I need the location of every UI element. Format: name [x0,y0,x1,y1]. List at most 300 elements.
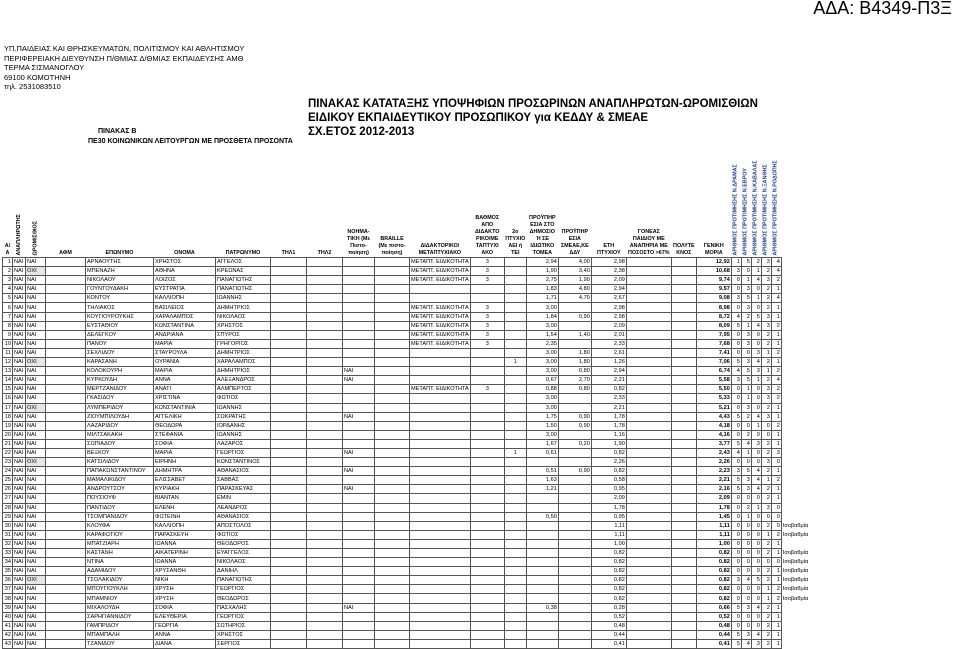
cell-tha1 [271,567,307,576]
cell-pref-rodopi: 1 [771,339,781,348]
cell-pref-evros: 1 [741,512,751,521]
cell-note [781,403,809,412]
cell-didaktoriko [410,294,471,303]
cell-goneas [626,485,671,494]
cell-eponymo: ΜΠΑΤΖΙΑΡΗ [86,539,154,548]
cell-proypiresia-dimosio [526,558,558,567]
cell-onoma: ΧΡΥΣΑΝΘΗ [154,567,216,576]
cell-afm [46,503,86,512]
cell-tha2 [307,530,343,539]
cell-braille [375,612,410,621]
cell-onoma: ΓΕΩΡΓΙΑ [154,621,216,630]
cell-goneas [626,639,671,648]
cell-tha1 [271,403,307,412]
cell-oromisthios: ΝΑΙ [26,348,46,357]
cell-note [781,321,809,330]
cell-noimatiki [343,439,375,448]
cell-goneas [626,494,671,503]
cell-proypiresia-dimosio [526,576,558,585]
cell-goneas [626,267,671,276]
cell-patronymo: ΙΩΑΝΝΗΣ [216,294,271,303]
cell-pref-rodopi: 4 [771,267,781,276]
cell-eponymo: ΜΙΧΑΛΟΥΔΗ [86,603,154,612]
cell-patronymo: ΑΘΑΝΑΣΙΟΣ [216,512,271,521]
cell-proypiresia-smeae: 0,80 [558,385,591,394]
cell-afm [46,303,86,312]
cell-note: Ισοβαθμία [782,559,809,566]
cell-aa: 4 [3,285,13,294]
cell-proypiresia-dimosio [526,585,558,594]
col-pref-kavala: ΑΡΙΘΜΟΣ ΠΡΟΤΙΜΗΣΗΣ Ν.ΚΑΒΑΛΑΣ [752,160,759,256]
cell-aa: 31 [3,530,13,539]
cell-pref-drama: 5 [731,321,741,330]
cell-tha1 [271,530,307,539]
cell-patronymo: ΑΛΕΞΑΝΔΡΟΣ [216,376,271,385]
cell-geniki-moria: 0,44 [696,630,731,639]
cell-ptyxio2 [504,385,526,394]
cell-braille [375,549,410,558]
cell-eponymo: ΜΑΜΑΛΙΚΙΔΟΥ [86,476,154,485]
cell-eponymo: ΣΑΡΗΓΙΑΝΝΙΔΟΥ [86,612,154,621]
cell-ptyxio2 [504,621,526,630]
cell-vathmos [470,348,504,357]
cell-proypiresia-dimosio: 3,00 [526,303,558,312]
cell-eponymo: ΣΕΧΛΙΔΟΥ [86,348,154,357]
cell-goneas [626,539,671,548]
cell-afm [46,539,86,548]
cell-pref-evros: 1 [741,448,751,457]
cell-braille [375,339,410,348]
cell-didaktoriko [410,348,471,357]
cell-pref-xanthi: 2 [761,494,771,503]
cell-vathmos [470,394,504,403]
cell-afm [46,576,86,585]
cell-pref-rodopi: 0 [771,558,781,567]
cell-pref-kavala: 2 [751,258,761,267]
col-noimatiki: ΝΟΗΜΑ-ΤΙΚΗ (Με Πιστο-ποίηση) [347,229,370,256]
cell-afm [46,639,86,648]
cell-tha1 [271,385,307,394]
cell-didaktoriko [410,412,471,421]
cell-noimatiki: ΝΑΙ [343,603,375,612]
cell-pref-evros: 1 [741,394,751,403]
cell-eponymo: ΜΙΛΤΣΑΚΑΚΗ [86,430,154,439]
cell-oromisthios: ΝΑΙ [26,494,46,503]
cell-anaplirotis: ΝΑΙ [13,621,26,630]
cell-onoma: ΣΟΦΙΑ [154,439,216,448]
cell-oromisthios: ΝΑΙ [26,285,46,294]
cell-ptyxio2 [504,276,526,285]
col-anaplirotis: ΑΝΑΠΛΗΡΩΤΗΣ [15,214,22,256]
cell-patronymo: ΓΕΩΡΓΙΟΣ [216,612,271,621]
cell-proypiresia-smeae [558,521,591,530]
cell-vathmos: 3 [470,303,504,312]
cell-eti-ptyxiou: 1,90 [591,439,626,448]
cell-eti-ptyxiou: 0,58 [591,476,626,485]
cell-tha2 [307,549,343,558]
cell-eti-ptyxiou: 0,82 [591,558,626,567]
table-row [3,312,810,321]
cell-proypiresia-dimosio [526,503,558,512]
cell-anaplirotis: ΝΑΙ [13,367,26,376]
cell-ptyxio2 [504,503,526,512]
cell-pref-drama: 0 [731,285,741,294]
cell-patronymo: ΣΩΤΗΡΙΟΣ [216,621,271,630]
cell-onoma: ΣΤΕΦΑΝΙΑ [154,430,216,439]
table-row [3,512,810,521]
cell-oromisthios: ΟΧΙ [26,403,46,412]
cell-polyteknos [671,321,696,330]
cell-polyteknos [671,421,696,430]
cell-geniki-moria: 8,09 [696,321,731,330]
cell-didaktoriko [410,621,471,630]
cell-anaplirotis: ΝΑΙ [13,530,26,539]
cell-tha2 [307,576,343,585]
cell-vathmos [470,594,504,603]
cell-polyteknos [671,476,696,485]
cell-patronymo: ΠΑΣΧΑΛΗΣ [216,603,271,612]
cell-oromisthios: ΟΧΙ [26,458,46,467]
cell-note [781,621,809,630]
cell-pref-xanthi: 1 [761,594,771,603]
cell-afm [46,467,86,476]
cell-oromisthios: ΝΑΙ [26,294,46,303]
cell-proypiresia-dimosio [526,530,558,539]
cell-aa: 35 [3,567,13,576]
cell-note [781,285,809,294]
cell-pref-evros: 3 [741,303,751,312]
cell-proypiresia-dimosio: 3,00 [526,358,558,367]
cell-patronymo: ΧΡΗΣΤΟΣ [216,321,271,330]
cell-afm [46,403,86,412]
cell-proypiresia-smeae: 0,80 [558,367,591,376]
cell-anaplirotis: ΝΑΙ [13,521,26,530]
cell-pref-evros: 3 [741,358,751,367]
cell-tha2 [307,621,343,630]
cell-onoma: ΝΙΚΗ [154,576,216,585]
cell-proypiresia-dimosio: 3,00 [526,367,558,376]
cell-eti-ptyxiou: 2,09 [591,321,626,330]
cell-pref-kavala: 4 [751,603,761,612]
cell-pref-xanthi: 1 [761,348,771,357]
table-row [3,585,810,594]
col-didaktoriko: ΔΙΔΑΚΤΟΡΙΚΟ/ ΜΕΤΑΠΤΥΧΙΑΚΟ [418,243,462,256]
cell-noimatiki [343,330,375,339]
cell-pref-evros: 1 [741,385,751,394]
cell-patronymo: ΑΠΟΣΤΟΛΟΣ [216,521,271,530]
col-eponymo: ΕΠΩΝΥΜΟ [105,250,134,256]
cell-ptyxio2 [504,285,526,294]
cell-tha1 [271,412,307,421]
cell-pref-rodopi: 1 [771,285,781,294]
cell-pref-rodopi: 2 [771,476,781,485]
cell-pref-xanthi: 2 [761,358,771,367]
cell-polyteknos [671,494,696,503]
cell-pref-drama: 0 [731,394,741,403]
cell-noimatiki [343,512,375,521]
cell-pref-xanthi: 1 [761,476,771,485]
cell-aa: 36 [3,576,13,585]
cell-polyteknos [671,348,696,357]
cell-proypiresia-dimosio: 0,88 [526,385,558,394]
cell-vathmos: 3 [470,385,504,394]
cell-tha1 [271,448,307,457]
cell-pref-rodopi: 0 [771,512,781,521]
table-row [3,549,810,558]
cell-ptyxio2 [504,530,526,539]
cell-proypiresia-dimosio: 3,00 [526,348,558,357]
col-aa: Α/Α [4,243,11,256]
cell-tha2 [307,612,343,621]
cell-eti-ptyxiou: 1,00 [591,539,626,548]
cell-note [781,612,809,621]
cell-noimatiki [343,430,375,439]
cell-tha1 [271,430,307,439]
cell-noimatiki: ΝΑΙ [343,376,375,385]
cell-eti-ptyxiou: 2,94 [591,285,626,294]
cell-pref-evros: 0 [741,567,751,576]
cell-noimatiki [343,521,375,530]
cell-patronymo: ΧΑΡΑΛΑΜΠΟΣ [216,358,271,367]
cell-pref-evros: 0 [741,539,751,548]
cell-noimatiki [343,639,375,648]
cell-noimatiki [343,594,375,603]
cell-pref-drama: 0 [731,339,741,348]
col-pref-rodopi: ΑΡΙΘΜΟΣ ΠΡΟΤΙΜΗΣΗΣ Ν.ΡΟΔΟΠΗΣ [772,160,779,256]
cell-proypiresia-dimosio: 0,38 [526,603,558,612]
cell-pref-evros: 0 [741,348,751,357]
cell-pref-xanthi: 2 [761,330,771,339]
table-subtitle [88,127,293,147]
cell-pref-xanthi: 2 [761,630,771,639]
cell-vathmos: 3 [470,330,504,339]
cell-geniki-moria: 0,82 [696,549,731,558]
cell-eti-ptyxiou: 0,95 [591,485,626,494]
cell-noimatiki [343,530,375,539]
cell-afm [46,394,86,403]
cell-pref-kavala: 4 [751,476,761,485]
cell-eti-ptyxiou: 0,82 [591,385,626,394]
cell-braille [375,376,410,385]
cell-afm [46,258,86,267]
cell-eponymo: ΠΑΝΟΥ [86,339,154,348]
cell-pref-drama: 0 [731,403,741,412]
cell-vathmos [470,439,504,448]
cell-pref-drama: 4 [731,448,741,457]
cell-geniki-moria: 8,72 [696,312,731,321]
cell-aa: 32 [3,539,13,548]
cell-pref-kavala: 4 [751,467,761,476]
cell-note [781,421,809,430]
cell-eponymo: ΛΥΜΠΕΡΙΔΟΥ [86,403,154,412]
cell-aa: 1 [3,258,13,267]
cell-polyteknos [671,594,696,603]
cell-anaplirotis: ΝΑΙ [13,330,26,339]
cell-noimatiki [343,421,375,430]
cell-geniki-moria: 0,52 [696,612,731,621]
cell-tha2 [307,430,343,439]
cell-didaktoriko [410,530,471,539]
cell-afm [46,476,86,485]
cell-anaplirotis: ΝΑΙ [13,467,26,476]
cell-note [781,512,809,521]
cell-goneas [626,412,671,421]
cell-didaktoriko [410,549,471,558]
cell-pref-xanthi: 2 [761,576,771,585]
cell-proypiresia-smeae [558,585,591,594]
cell-aa: 28 [3,503,13,512]
cell-aa: 19 [3,421,13,430]
cell-didaktoriko [410,458,471,467]
header-address [4,44,244,92]
title-line: ΠΙΝΑΚΑΣ ΚΑΤΑΤΑΞΗΣ ΥΠΟΨΗΦΙΩΝ ΠΡΟΣΩΡΙΝΩΝ ΑΝΑΠΛΗΡΩΤΩΝ-ΩΡΟΜΙΣΘΙΩΝ [308,98,758,110]
cell-eti-ptyxiou: 0,82 [591,467,626,476]
cell-note [781,485,809,494]
cell-eponymo: ΣΩΠΙΑΔΟΥ [86,439,154,448]
cell-onoma: ΙΩΑΝΝΑ [154,558,216,567]
cell-patronymo: ΣΩΚΡΑΤΗΣ [216,412,271,421]
cell-pref-kavala: 0 [751,521,761,530]
cell-tha1 [271,258,307,267]
cell-pref-drama: 0 [731,494,741,503]
cell-goneas [626,503,671,512]
cell-pref-evros: 3 [741,339,751,348]
cell-proypiresia-dimosio: 1,54 [526,330,558,339]
cell-proypiresia-smeae [558,303,591,312]
cell-patronymo: ΕΜΙΝ [216,494,271,503]
cell-pref-xanthi: 0 [761,512,771,521]
table-row [3,403,810,412]
cell-noimatiki [343,258,375,267]
table-row [3,558,810,567]
cell-braille [375,348,410,357]
cell-pref-rodopi: 4 [771,376,781,385]
cell-oromisthios: ΝΑΙ [26,530,46,539]
cell-polyteknos [671,385,696,394]
cell-pref-rodopi: 2 [771,594,781,603]
cell-proypiresia-smeae: 2,70 [558,376,591,385]
cell-polyteknos [671,267,696,276]
cell-eti-ptyxiou: 0,52 [591,612,626,621]
table-row [3,503,810,512]
cell-noimatiki [343,558,375,567]
cell-pref-drama: 0 [731,558,741,567]
cell-pref-evros: 3 [741,403,751,412]
cell-oromisthios: ΝΑΙ [26,594,46,603]
col-oromisthios: ΩΡΟΜΙΣΘΙΟΣ [32,221,38,256]
cell-patronymo: ΓΕΩΡΓΙΟΣ [216,585,271,594]
cell-geniki-moria: 1,78 [696,503,731,512]
cell-pref-evros: 1 [741,321,751,330]
cell-pref-drama: 0 [731,330,741,339]
cell-eponymo: ΓΚΑΣΙΔΟΥ [86,394,154,403]
cell-pref-kavala: 0 [751,594,761,603]
cell-aa: 29 [3,512,13,521]
cell-afm [46,594,86,603]
cell-pref-evros: 0 [741,521,751,530]
cell-pref-drama: 3 [731,376,741,385]
cell-pref-drama: 0 [731,503,741,512]
cell-tha1 [271,512,307,521]
cell-tha2 [307,476,343,485]
cell-goneas [626,567,671,576]
cell-pref-kavala: 1 [751,421,761,430]
cell-noimatiki: ΝΑΙ [343,467,375,476]
cell-geniki-moria: 0,82 [696,585,731,594]
cell-braille [375,476,410,485]
cell-tha1 [271,376,307,385]
cell-tha2 [307,458,343,467]
cell-eponymo: ΚΟΥΓΙΟΥΡΟΥΚΗΣ [86,312,154,321]
cell-goneas [626,576,671,585]
cell-goneas [626,339,671,348]
cell-tha1 [271,321,307,330]
cell-goneas [626,421,671,430]
cell-ptyxio2 [504,458,526,467]
cell-pref-kavala: 0 [751,303,761,312]
cell-eti-ptyxiou: 1,16 [591,430,626,439]
cell-braille [375,539,410,548]
cell-vathmos: 3 [470,339,504,348]
cell-vathmos [470,603,504,612]
cell-tha2 [307,539,343,548]
cell-proypiresia-dimosio: 1,90 [526,267,558,276]
cell-onoma: ΟΥΡΑΝΙΑ [154,358,216,367]
cell-patronymo: ΔΑΝΙΗΛ [216,567,271,576]
cell-vathmos [470,358,504,367]
cell-proypiresia-smeae [558,621,591,630]
cell-pref-kavala: 4 [751,630,761,639]
cell-polyteknos [671,367,696,376]
cell-oromisthios: ΝΑΙ [26,394,46,403]
cell-eti-ptyxiou: 0,82 [591,576,626,585]
cell-pref-rodopi: 0 [771,521,781,530]
cell-tha1 [271,585,307,594]
cell-eti-ptyxiou: 1,78 [591,412,626,421]
cell-afm [46,348,86,357]
cell-pref-drama: 0 [731,512,741,521]
cell-pref-evros: 2 [741,412,751,421]
cell-ptyxio2 [504,258,526,267]
table-row [3,294,810,303]
cell-anaplirotis: ΝΑΙ [13,439,26,448]
cell-braille [375,530,410,539]
cell-pref-xanthi: 2 [761,448,771,457]
cell-didaktoriko [410,521,471,530]
cell-pref-kavala: 0 [751,494,761,503]
cell-vathmos: 3 [470,258,504,267]
cell-tha2 [307,494,343,503]
cell-didaktoriko: ΜΕΤΑΠΤ. ΕΙΔΙΚΟΤΗΤΑ [411,322,469,329]
cell-goneas [626,612,671,621]
cell-eti-ptyxiou: 2,98 [591,312,626,321]
cell-oromisthios: ΝΑΙ [26,621,46,630]
cell-pref-rodopi: 2 [771,367,781,376]
cell-ptyxio2 [504,612,526,621]
cell-afm [46,330,86,339]
cell-note [781,458,809,467]
cell-tha2 [307,558,343,567]
cell-noimatiki [343,549,375,558]
cell-didaktoriko: ΜΕΤΑΠΤ. ΕΙΔΙΚΟΤΗΤΑ [411,277,469,284]
cell-proypiresia-dimosio: 3,00 [526,430,558,439]
cell-aa: 18 [3,412,13,421]
cell-proypiresia-smeae [558,321,591,330]
cell-eponymo: ΚΛΟΥΦΑ [86,521,154,530]
cell-pref-drama: 0 [731,276,741,285]
cell-proypiresia-smeae [558,530,591,539]
cell-didaktoriko [410,476,471,485]
